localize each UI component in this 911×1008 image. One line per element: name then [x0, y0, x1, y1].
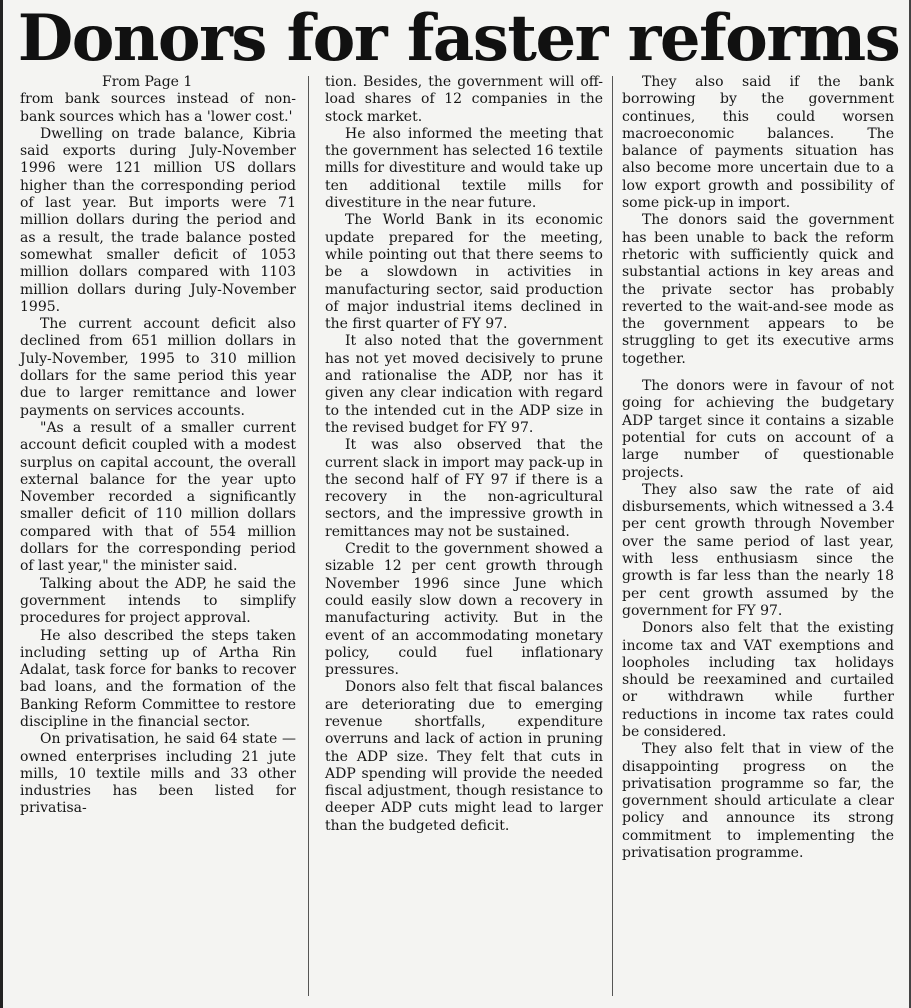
article-column-3 — [622, 74, 894, 862]
paragraph: They also said if the bank borrowing by the government continues, this could worsen macroeconomic balances. The balance of payments situation has also become more uncertain due to a low export growth and possibility of some pick-up in import. — [622, 74, 894, 212]
paragraph: Donors also felt that fiscal balances are deteriorating due to emerging revenue shortfalls, expenditure overruns and lack of action in pruning the ADP size. They felt that cuts in ADP spending will provide the needed fiscal adjustment, though resistance to deeper ADP cuts might lead to larger than the budgeted deficit. — [325, 679, 603, 834]
article-column-2 — [325, 74, 603, 835]
paragraph: Dwelling on trade balance, Kibria said exports during July-November 1996 were 121 million US dollars higher than the corresponding period of last year. But imports were 71 million dollars during the period and as a result, the trade balance posted somewhat smaller deficit of 1053 million dollars compared with 1103 million dollars during July-November 1995. — [20, 125, 296, 315]
column-rule — [612, 76, 613, 996]
paragraph: Talking about the ADP, he said the government intends to simplify procedures for project approval. — [20, 575, 296, 627]
paragraph: tion. Besides, the government will off-load shares of 12 companies in the stock market. — [325, 74, 603, 125]
paragraph: Credit to the government showed a sizable 12 per cent growth through November 1996 since June which could easily slow down a recovery in manufacturing activity. But in the event of an accommodating monetary policy, could fuel inflationary pressures. — [325, 541, 603, 679]
paragraph: Donors also felt that the existing income tax and VAT exemptions and loopholes including tax holidays should be reexamined and curtailed or withdrawn while further reductions in income tax rates could be considered. — [622, 620, 894, 740]
paragraph: It also noted that the government has not yet moved decisively to prune and rationalise the ADP, nor has it given any clear indication with regard to the intended cut in the ADP size in the revised budget for FY 97. — [325, 333, 603, 436]
column-rule — [308, 76, 309, 996]
continuation-line: From Page 1 — [102, 74, 193, 90]
paragraph: They also felt that in view of the disappointing progress on the privatisation programme so far, the government should articulate a clear policy and announce its strong commitment to implementing the privatisation programme. — [622, 741, 894, 862]
paragraph: The current account deficit also declined from 651 million dollars in July-November, 1995 to 310 million dollars for the same period this year due to larger remittance and lower payments on services accounts. — [20, 316, 296, 419]
paragraph: They also saw the rate of aid disbursements, which witnessed a 3.4 per cent growth through November over the same period of last year, with less enthusiasm since the growth is far less than the nearly 18 per cent growth assumed by the government for FY 97. — [622, 481, 894, 619]
paragraph: On privatisation, he said 64 state — owned enterprises including 21 jute mills, 10 textile mills and 33 other industries has been listed for privatisa- — [20, 731, 296, 817]
headline: Donors for faster reforms — [17, 1, 900, 76]
paragraph: "As a result of a smaller current account deficit coupled with a modest surplus on capital account, the overall external balance for the year upto November recorded a significantly smaller deficit of 110 million dollars compared with that of 554 million dollars for the corresponding period of last year," the minister said. — [20, 419, 296, 575]
paragraph: He also informed the meeting that the government has selected 16 textile mills for divestiture and would take up ten additional textile mills for divestiture in the near future. — [325, 125, 603, 212]
paragraph: The donors were in favour of not going for achieving the budgetary ADP target since it contains a sizable potential for cuts on account of a large number of questionable projects. — [622, 378, 894, 481]
paragraph: from bank sources instead of non-bank sources which has a 'lower cost.' — [20, 91, 296, 125]
paragraph: He also described the steps taken including setting up of Artha Rin Adalat, task force for banks to recover bad loans, and the formation of the Banking Reform Committee to restore discipline in the financial sector. — [20, 627, 296, 730]
paragraph: The World Bank in its economic update prepared for the meeting, while pointing out that there seems to be a slowdown in activities in manufacturing sector, said production of major industrial items declined in the first quarter of FY 97. — [325, 212, 603, 333]
paragraph: The donors said the government has been unable to back the reform rhetoric with sufficiently quick and substantial actions in key areas and the private sector has probably reverted to the wait-and-see mode as the government appears to be struggling to get its executive arms together. — [622, 212, 894, 367]
article-column-1 — [20, 74, 296, 818]
paragraph: It was also observed that the current slack in import may pack-up in the second half of FY 97 if there is a recovery in the non-agricultural sectors, and the impressive growth in remittances may not be sustained. — [325, 437, 603, 540]
